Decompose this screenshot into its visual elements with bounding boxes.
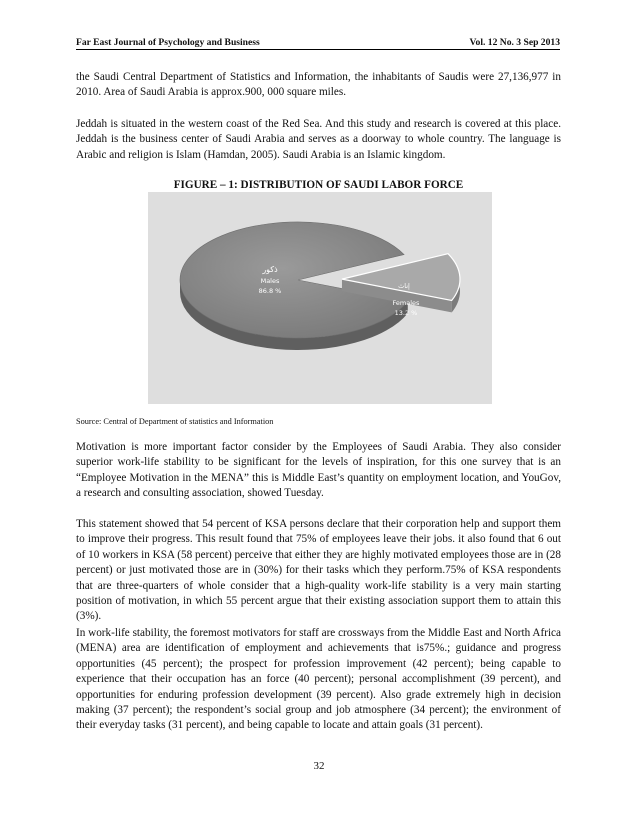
- paragraph-5: In work-life stability, the foremost motivators for staff are crossways from the Middle East and North Africa (MENA) area are identification of employment and achievements that is75%.; guidance and progress opportunities (45 percent); the prospect for profession improvement (42 percent); being capable to experience that their occupation has an force (40 percent); personal accomplishment (39 percent), and opportunities for enduring profession development (39 percent). Also grade extremely high in decision making (37 percent); the respondent’s social group and job atmosphere (34 percent); the environment of their everyday tasks (31 percent), and being capable to locate and attain goals (31 percent).: [76, 627, 561, 732]
- females-arabic-label: إناث: [398, 282, 410, 290]
- females-label: Females: [392, 299, 420, 307]
- issue-info: Vol. 12 No. 3 Sep 2013: [469, 37, 560, 48]
- paragraph-4: This statement showed that 54 percent of KSA persons declare that their corporation help and support them to improve their progress. This result found that 75% of employees leave their jobs. it also found that 6 out of 10 workers in KSA (58 percent) perceive that either they are highly motivated employees those are in (28 percent) or just motivated those are in (30%) for their tasks which they perform.75% of KSA respondents that are three-quarters of whole consider that a high-quality work-life stability is a very main starting position of motivation, in which 55 percent argue that their existing association support them to attain this (3%).: [76, 518, 561, 623]
- pie-chart: [148, 192, 492, 404]
- paragraph-3: Motivation is more important factor consider by the Employees of Saudi Arabia. They also consider superior work-life stability to be significant for the levels of inspiration, for this one survey that is an “Employee Motivation in the MENA” this is Middle East’s quantity on employment location, and YouGov, a research and consulting association, showed Tuesday.: [76, 441, 561, 500]
- figure-title: FIGURE – 1: DISTRIBUTION OF SAUDI LABOR FORCE: [173, 179, 464, 191]
- paragraph-1: the Saudi Central Department of Statistics and Information, the inhabitants of Saudis were 27,136,977 in 2010. Area of Saudi Arabia is approx.900, 000 square miles.: [76, 71, 561, 99]
- journal-name: Far East Journal of Psychology and Business: [76, 37, 260, 48]
- males-value-label: 86.8 %: [258, 287, 282, 295]
- females-value-label: 13.2 %: [394, 309, 418, 317]
- males-label: Males: [260, 277, 280, 285]
- page-number: 32: [313, 760, 325, 772]
- running-header: [76, 37, 560, 50]
- figure-source: Source: Central of Department of statistics and Information: [76, 417, 274, 426]
- males-arabic-label: ذكور: [262, 265, 278, 274]
- paragraph-2: Jeddah is situated in the western coast of the Red Sea. And this study and research is covered at this place. Jeddah is the business center of Saudi Arabia and serves as a doorway to whole country. The language is Arabic and religion is Islam (Hamdan, 2005). Saudi Arabia is an Islamic kingdom.: [76, 118, 561, 161]
- pie-chart-svg: [148, 192, 492, 404]
